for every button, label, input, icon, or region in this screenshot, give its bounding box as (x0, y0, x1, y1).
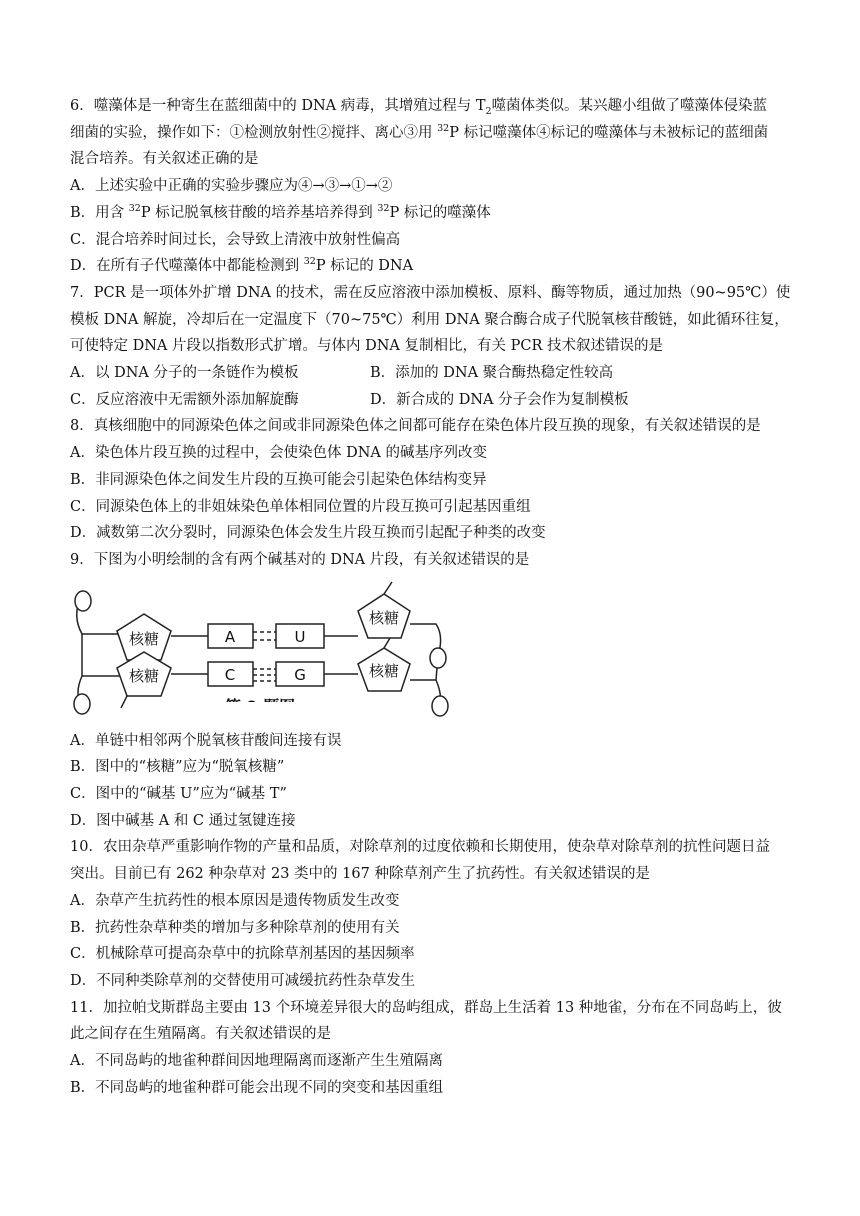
q9-option-d: D．图中碱基 A 和 C 通过氢键连接 (70, 812, 296, 829)
hydrogen-bonds (253, 632, 276, 681)
q10-option-a: A．杂草产生抗药性的根本原因是遗传物质发生改变 (70, 892, 400, 909)
base-c-label: C (224, 665, 236, 684)
q7-options-row-1 (70, 360, 794, 387)
right-sugar-top-label: 核糖 (368, 608, 400, 627)
q6-option-b: B．用含 $^{32}$P 标记脱氧核苷酸的培养基培养得到 $^{32}$P 标记的噬藻体 (70, 202, 491, 221)
q8-option-b: B．非同源染色体之间发生片段的互换可能会引起染色体结构变异 (70, 471, 487, 488)
q6-stem-line-1: 6．噬藻体是一种寄生在蓝细菌中的 DNA 病毒，其增殖过程与 $T_2$噬菌体类似。某兴趣小组做了噬藻体侵染蓝 (70, 98, 768, 117)
q7-option-b: B．添加的 DNA 聚合酶热稳定性较高 (370, 365, 614, 382)
right-sugar-bottom-label: 核糖 (368, 661, 400, 680)
q7-stem-line-3: 可使特定 DNA 片段以指数形式扩增。与体内 DNA 复制相比，有关 PCR 技术叙述错误的是 (70, 338, 663, 355)
q8-option-d: D．减数第二次分裂时，同源染色体会发生片段互换而引起配子种类的改变 (70, 525, 546, 542)
q6-option-d: D．在所有子代噬藻体中都能检测到 $^{32}$P 标记的 DNA (70, 256, 414, 275)
question-7 (70, 280, 794, 414)
right-sugar-bottom-tail (384, 638, 390, 648)
dna-fragment-figure (70, 576, 794, 728)
dna-diagram (70, 576, 460, 728)
q6-stem-line-2: 细菌的实验，操作如下：①检测放射性②搅拌、离心③用 $^{32}$P 标记噬藻体④标记的噬藻体与未被标记的蓝细菌 (70, 122, 769, 141)
q7-option-c: C．反应溶液中无需额外添加解旋酶 (70, 391, 299, 408)
base-u-label: U (294, 627, 306, 646)
q6-stem-line-3: 混合培养。有关叙述正确的是 (70, 151, 259, 168)
left-sugar-bottom-label: 核糖 (128, 666, 160, 685)
q7-options-row-2 (70, 387, 794, 414)
question-11 (70, 995, 794, 1102)
base-a-label: A (224, 627, 236, 646)
question-8 (70, 413, 794, 547)
q11-option-a: A．不同岛屿的地雀种群间因地理隔离而逐渐产生生殖隔离 (70, 1053, 443, 1070)
right-phosphate-2 (432, 696, 448, 716)
q7-stem-line-1: 7．PCR 是一项体外扩增 DNA 的技术，需在反应溶液中添加模板、原料、酶等物质，通过加热（90~95℃）使 (70, 284, 791, 301)
base-g-label: G (294, 665, 306, 684)
q10-option-c: C．机械除草可提高杂草中的抗除草剂基因的基因频率 (70, 946, 415, 963)
q9-option-b: B．图中的“核糖”应为“脱氧核糖” (70, 759, 285, 776)
q11-stem-line-2: 此之间存在生殖隔离。有关叙述错误的是 (70, 1026, 331, 1043)
q8-option-c: C．同源染色体上的非姐妹染色单体相同位置的片段互换可引起基因重组 (70, 498, 531, 515)
question-10 (70, 834, 794, 994)
q6-option-a: A．上述实验中正确的实验步骤应为④→③→①→② (70, 178, 393, 195)
q7-option-a: A．以 DNA 分子的一条链作为模板 (70, 365, 299, 382)
q8-option-a: A．染色体片段互换的过程中，会使染色体 DNA 的碱基序列改变 (70, 445, 487, 462)
q6-option-c: C．混合培养时间过长，会导致上清液中放射性偏高 (70, 231, 401, 248)
q9-stem-line-1: 9．下图为小明绘制的含有两个碱基对的 DNA 片段，有关叙述错误的是 (70, 551, 530, 568)
q10-stem-line-1: 10．农田杂草严重影响作物的产量和品质，对除草剂的过度依赖和长期使用，使杂草对除草剂的抗性问题日益 (70, 839, 770, 856)
q7-stem-line-2: 模板 DNA 解旋，冷却后在一定温度下（70~75℃）利用 DNA 聚合酶合成子代脱氧核苷酸链，如此循环往复， (70, 311, 789, 328)
question-content (70, 93, 794, 1102)
question-6 (70, 93, 794, 280)
q10-option-d: D．不同种类除草剂的交替使用可减缓抗药性杂草发生 (70, 972, 416, 989)
q11-option-b: B．不同岛屿的地雀种群可能会出现不同的突变和基因重组 (70, 1079, 444, 1096)
right-sugar-top-tail (384, 582, 392, 594)
left-phosphate-2 (74, 694, 90, 714)
left-sugar-bottom-tail (121, 696, 127, 708)
question-9 (70, 547, 794, 835)
right-phosphate-1 (430, 648, 446, 668)
q8-stem-line-1: 8．真核细胞中的同源染色体之间或非同源染色体之间都可能存在染色体片段互换的现象，有关叙述错误的是 (70, 418, 761, 435)
q9-option-a: A．单链中相邻两个脱氧核苷酸间连接有误 (70, 732, 342, 749)
q11-stem-line-1: 11．加拉帕戈斯群岛主要由 13 个环境差异很大的岛屿组成，群岛上生活着 13 种地雀，分布在不同岛屿上，彼 (70, 999, 782, 1016)
q10-option-b: B．抗药性杂草种类的增加与多种除草剂的使用有关 (70, 919, 400, 936)
figure-caption: 第 9 题图 (224, 696, 296, 716)
q7-option-d: D．新合成的 DNA 分子会作为复制模板 (370, 391, 629, 408)
q9-option-c: C．图中的“碱基 U”应为“碱基 T” (70, 786, 287, 803)
q10-stem-line-2: 突出。目前已有 262 种杂草对 23 类中的 167 种除草剂产生了抗药性。有关叙述错误的是 (70, 866, 650, 883)
left-phosphate-1 (75, 591, 91, 611)
left-sugar-top-label: 核糖 (128, 629, 160, 648)
